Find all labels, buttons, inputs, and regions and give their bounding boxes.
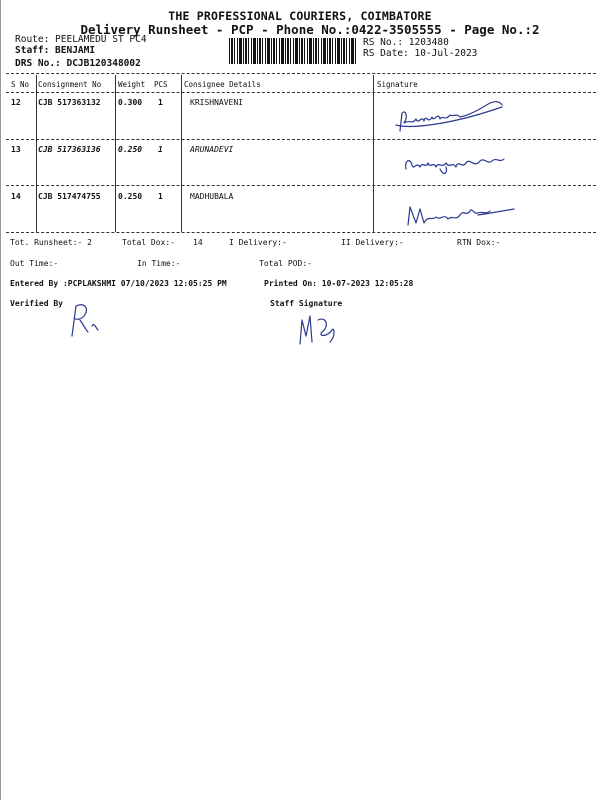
in-time: In Time:- (137, 259, 181, 268)
rtn-dox: RTN Dox:- (457, 238, 501, 247)
drs-number: DRS No.: DCJB120348002 (15, 58, 141, 69)
row-sno: 12 (11, 98, 21, 107)
verified-by-label: Verified By (10, 299, 63, 308)
total-dox-value: 14 (193, 238, 203, 247)
signature-row-14 (402, 195, 522, 231)
rs-date: RS Date: 10-Jul-2023 (363, 48, 478, 59)
ii-delivery: II Delivery:- (341, 238, 404, 247)
row-consignment: CJB 517363132 (38, 98, 101, 107)
row-consignment: CJB 517363136 (38, 145, 101, 154)
entered-by: Entered By :PCPLAKSHMI 07/10/2023 12:05:25 PM (10, 279, 227, 288)
runsheet-subtitle: Delivery Runsheet - PCP - Phone No.:0422-3505555 - Page No.:2 (80, 22, 540, 37)
row-consignment: CJB 517474755 (38, 192, 101, 201)
col-header-pcs: PCS (154, 80, 168, 89)
signature-row-12 (390, 95, 530, 137)
table-header-rule (6, 92, 596, 93)
company-title: THE PROFESSIONAL COURIERS, COIMBATORE (168, 9, 432, 23)
i-delivery: I Delivery:- (229, 238, 287, 247)
row-pcs: 1 (158, 145, 163, 154)
table-top-rule (6, 73, 596, 74)
column-divider (181, 75, 182, 232)
column-divider (115, 75, 116, 232)
staff-signature (292, 306, 348, 350)
rs-number: RS No.: 1203480 (363, 37, 449, 48)
tot-runsheet: Tot. Runsheet:- 2 (10, 238, 92, 247)
row-pcs: 1 (158, 98, 163, 107)
table-bottom-rule (6, 232, 596, 233)
row-consignee: KRISHNAVENI (190, 98, 243, 107)
column-divider (373, 75, 374, 232)
staff-signature-label: Staff Signature (270, 299, 343, 308)
barcode (229, 38, 357, 64)
column-divider (36, 75, 37, 232)
total-dox-label: Total Dox:- (122, 238, 175, 247)
row-pcs: 1 (158, 192, 163, 201)
col-header-weight: Weight (118, 80, 146, 89)
row-consignee: ARUNADEVI (190, 145, 234, 154)
staff-text: Staff: BENJAMI (15, 45, 96, 56)
total-pod: Total POD:- (259, 259, 312, 268)
out-time: Out Time:- (10, 259, 59, 268)
scan-edge-line (0, 0, 1, 800)
verifier-signature (62, 300, 112, 344)
row-weight: 0.300 (118, 98, 143, 107)
row-divider (6, 139, 596, 140)
printed-on: Printed On: 10-07-2023 12:05:28 (264, 279, 414, 288)
row-sno: 14 (11, 192, 21, 201)
signature-row-13 (400, 143, 510, 181)
col-header-signature: Signature (377, 80, 418, 89)
col-header-sno: S No (11, 80, 30, 89)
col-header-consignment: Consignment No (38, 80, 102, 89)
row-sno: 13 (11, 145, 21, 154)
row-weight: 0.250 (118, 192, 143, 201)
col-header-consignee: Consignee Details (184, 80, 261, 89)
row-consignee: MADHUBALA (190, 192, 234, 201)
row-divider (6, 185, 596, 186)
row-weight: 0.250 (118, 145, 143, 154)
route-text: Route: PEELAMEDU ST PC4 (15, 34, 147, 45)
